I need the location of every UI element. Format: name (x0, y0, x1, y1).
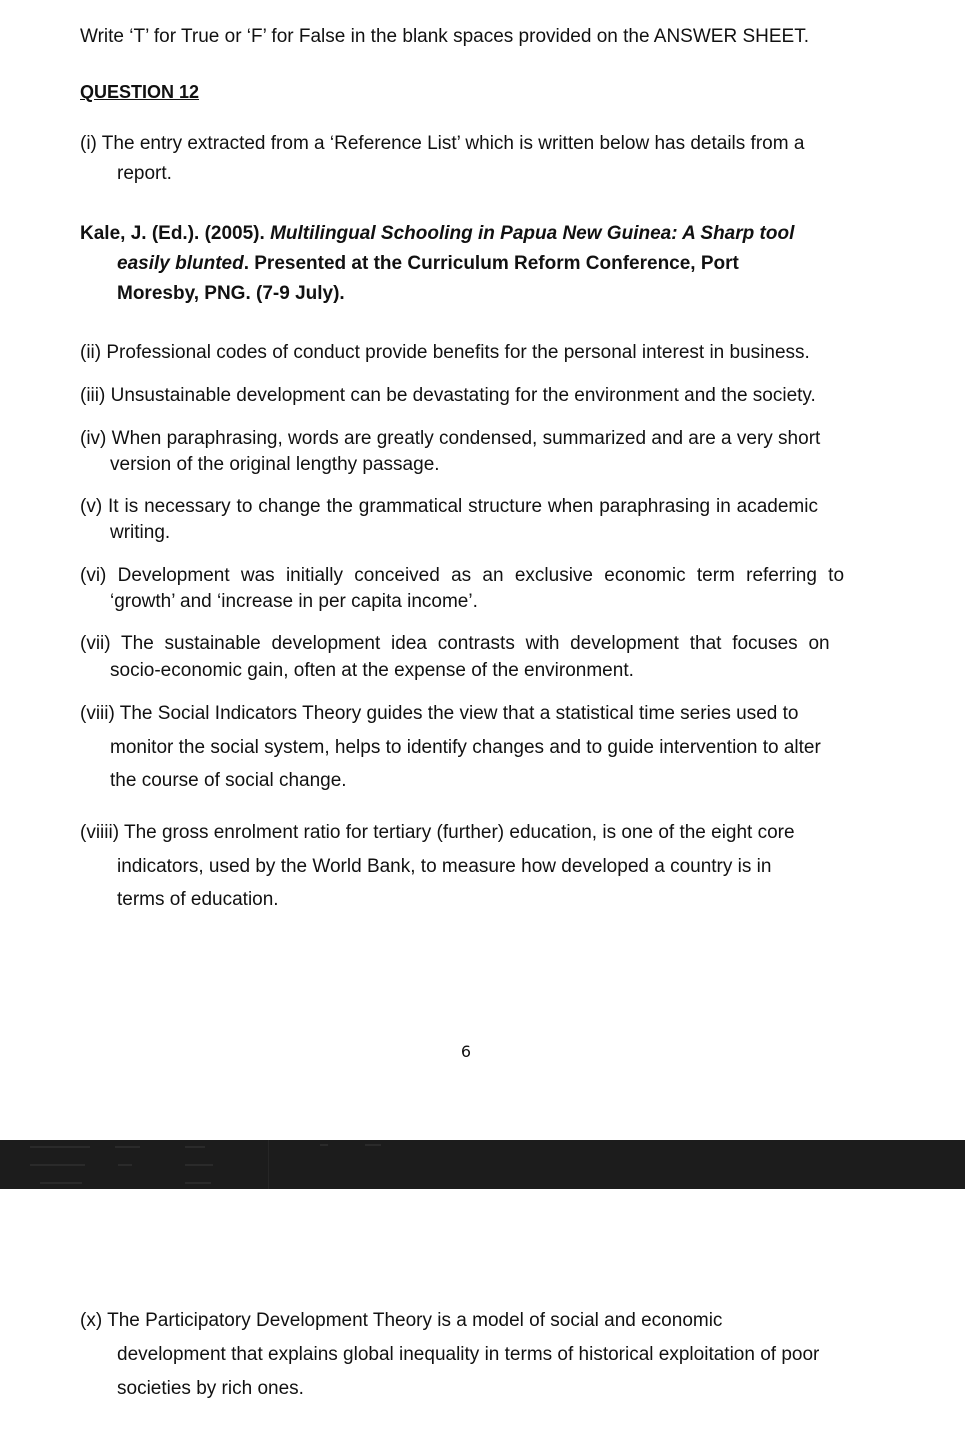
item-vii-line-2: socio-economic gain, often at the expense of the environment. (110, 660, 634, 681)
item-v-line-2: writing. (110, 522, 171, 543)
ghost-mark (185, 1182, 211, 1184)
item-viiii-line-3: terms of education. (117, 889, 279, 910)
item-x-line-3: societies by rich ones. (117, 1378, 304, 1399)
reference-line-3: Moresby, PNG. (7-9 July). (117, 283, 345, 304)
instruction-text: Write ‘T’ for True or ‘F’ for False in the blank spaces provided on the ANSWER SHEET. (80, 26, 809, 47)
document-page-7 (0, 1189, 965, 1452)
item-v-line-1: (v) It is necessary to change the grammatical structure when paraphrasing in academic (80, 496, 818, 517)
item-iv-line-2: version of the original lengthy passage. (110, 454, 440, 475)
item-i-line-1: (i) The entry extracted from a ‘Reference List’ which is written below has details from a (80, 133, 805, 154)
ghost-mark (40, 1182, 82, 1184)
reference-title-part-2: easily blunted (117, 253, 244, 274)
item-x-line-2: development that explains global inequality in terms of historical exploitation of poor (117, 1344, 820, 1365)
item-iii: (iii) Unsustainable development can be devastating for the environment and the society. (80, 385, 816, 406)
reference-after-title: . Presented at the Curriculum Reform Conference, Port (243, 253, 739, 274)
reference-author-year: Kale, J. (Ed.). (2005). (80, 223, 271, 244)
reference-title-part-1: Multilingual Schooling in Papua New Guinea: A Sharp tool (270, 223, 795, 244)
ghost-mark (30, 1146, 90, 1148)
item-i-line-2: report. (117, 163, 172, 184)
item-viii-line-1: (viii) The Social Indicators Theory guides the view that a statistical time series used to (80, 703, 799, 724)
page-break-band (0, 1140, 965, 1189)
item-vi-line-1: (vi) Development was initially conceived as an exclusive economic term referring to (80, 565, 845, 586)
ghost-mark (365, 1144, 381, 1146)
ghost-mark (118, 1164, 132, 1166)
item-viii-line-3: the course of social change. (110, 770, 347, 791)
ghost-column-line (268, 1140, 269, 1189)
ghost-mark (115, 1146, 140, 1148)
ghost-mark (30, 1164, 85, 1166)
page-number: 6 (460, 1042, 472, 1061)
item-viiii-line-2: indicators, used by the World Bank, to measure how developed a country is in (117, 856, 772, 877)
question-heading: QUESTION 12 (80, 82, 200, 102)
item-x-line-1: (x) The Participatory Development Theory is a model of social and economic (80, 1310, 723, 1331)
item-ii: (ii) Professional codes of conduct provide benefits for the personal interest in business. (80, 342, 810, 363)
item-viiii-line-1: (viiii) The gross enrolment ratio for tertiary (further) education, is one of the eight core (80, 822, 795, 843)
item-iv-line-1: (iv) When paraphrasing, words are greatly condensed, summarized and are a very short (80, 428, 821, 449)
ghost-mark (185, 1146, 205, 1148)
item-viii-line-2: monitor the social system, helps to identify changes and to guide intervention to alter (110, 737, 821, 758)
ghost-mark (320, 1144, 328, 1146)
reference-line-1 (80, 224, 794, 243)
ghost-mark (185, 1164, 213, 1166)
item-vii-line-1: (vii) The sustainable development idea contrasts with development that focuses on (80, 633, 830, 654)
item-vi-line-2: ‘growth’ and ‘increase in per capita income’. (110, 591, 478, 612)
reference-line-2 (117, 254, 739, 273)
